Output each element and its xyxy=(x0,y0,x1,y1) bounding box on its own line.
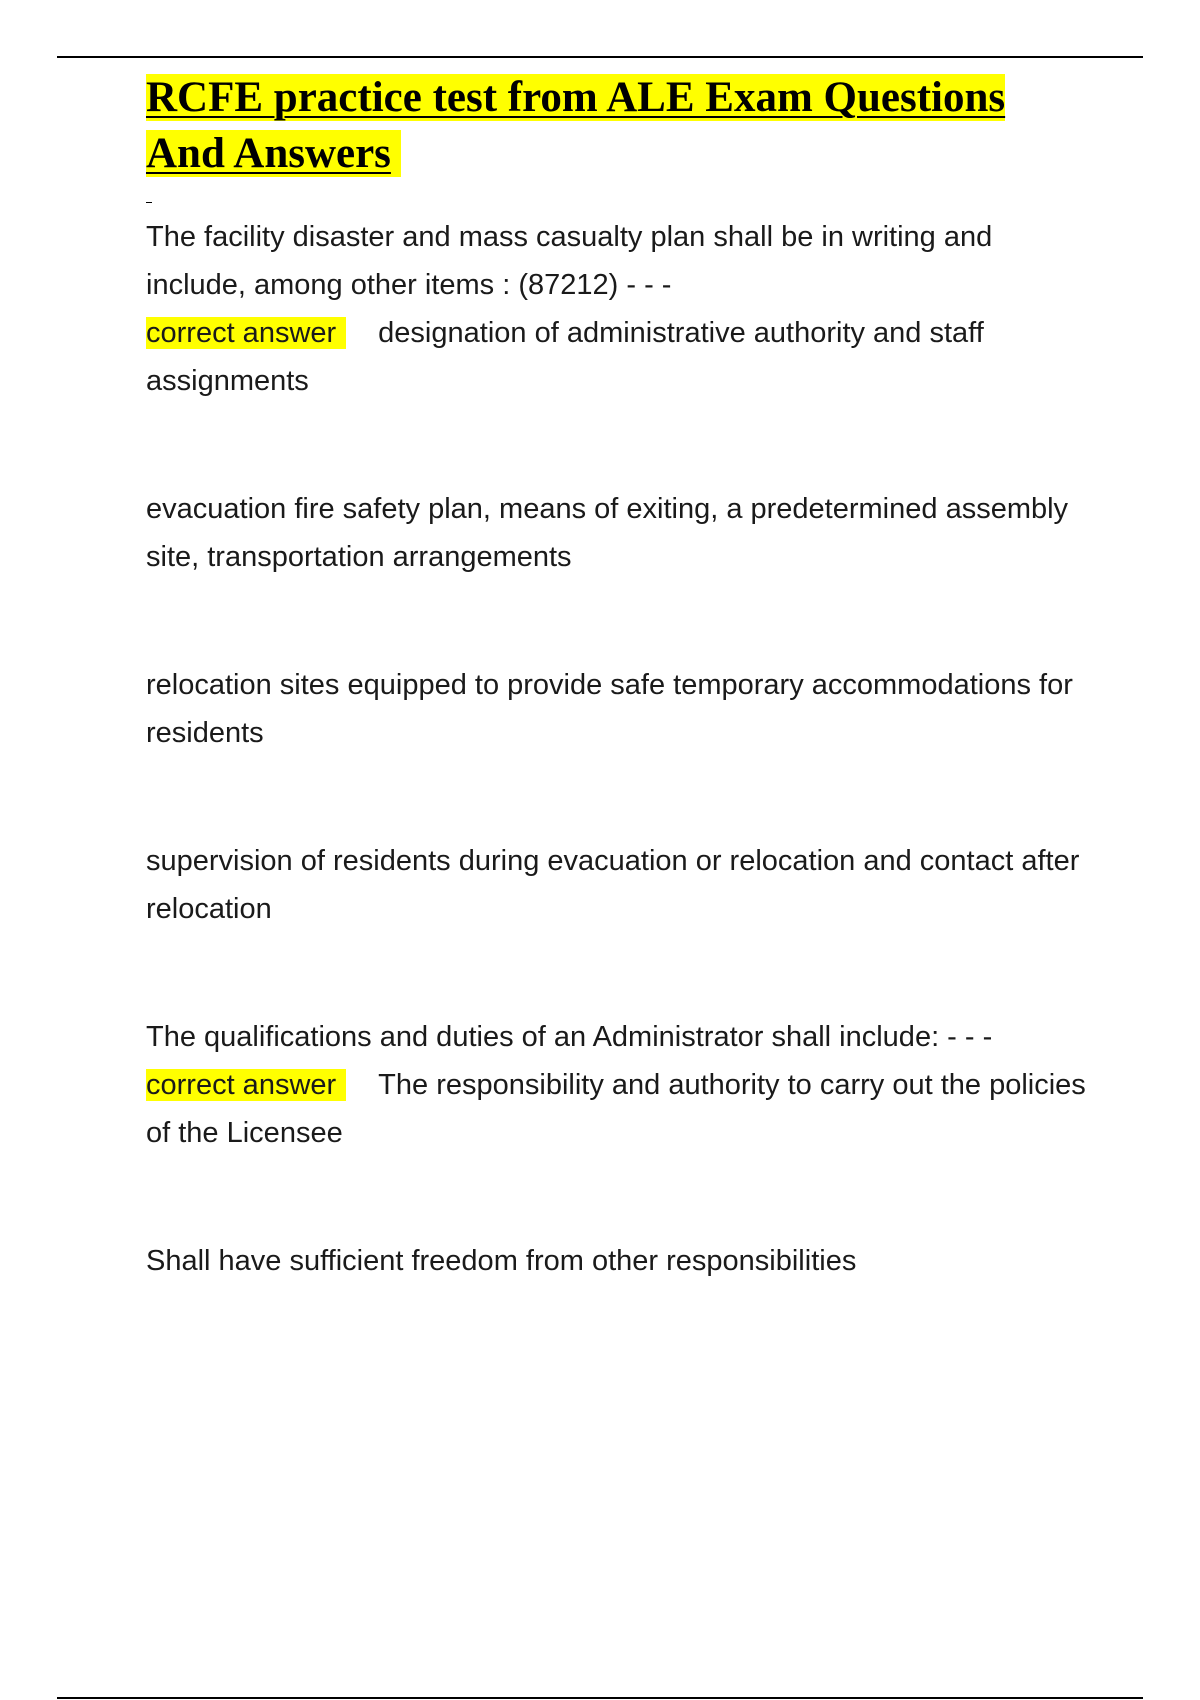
answer-1-item-2: evacuation fire safety plan, means of exiting, a predetermined assembly site, transportation arrangements xyxy=(146,493,1069,573)
question-2-text: The qualifications and duties of an Administrator shall include: - - - xyxy=(146,1021,993,1053)
dash-mark xyxy=(146,202,152,203)
correct-answer-label-1: correct answer xyxy=(146,317,346,349)
bottom-rule xyxy=(57,1697,1143,1699)
answer-1-text: designation of administrative authority and staff assignments xyxy=(146,317,984,397)
correct-answer-label-2: correct answer xyxy=(146,1069,346,1101)
answer-1-item-4: supervision of residents during evacuation or relocation and contact after relocation xyxy=(146,845,1080,925)
answer-2-item-2: Shall have sufficient freedom from other responsibilities xyxy=(146,1245,857,1277)
document-body xyxy=(146,70,1086,1285)
question-2 xyxy=(146,1013,1086,1157)
question-1 xyxy=(146,213,1086,405)
top-rule xyxy=(57,56,1143,58)
document-title xyxy=(146,70,1086,182)
title-text: RCFE practice test from ALE Exam Questions And Answers xyxy=(146,74,1006,177)
question-1-text: The facility disaster and mass casualty plan shall be in writing and include, among other items : (87212) - - - xyxy=(146,221,993,301)
answer-2-text: The responsibility and authority to carry out the policies of the Licensee xyxy=(146,1069,1086,1149)
answer-1-item-3: relocation sites equipped to provide safe temporary accommodations for residents xyxy=(146,669,1073,749)
